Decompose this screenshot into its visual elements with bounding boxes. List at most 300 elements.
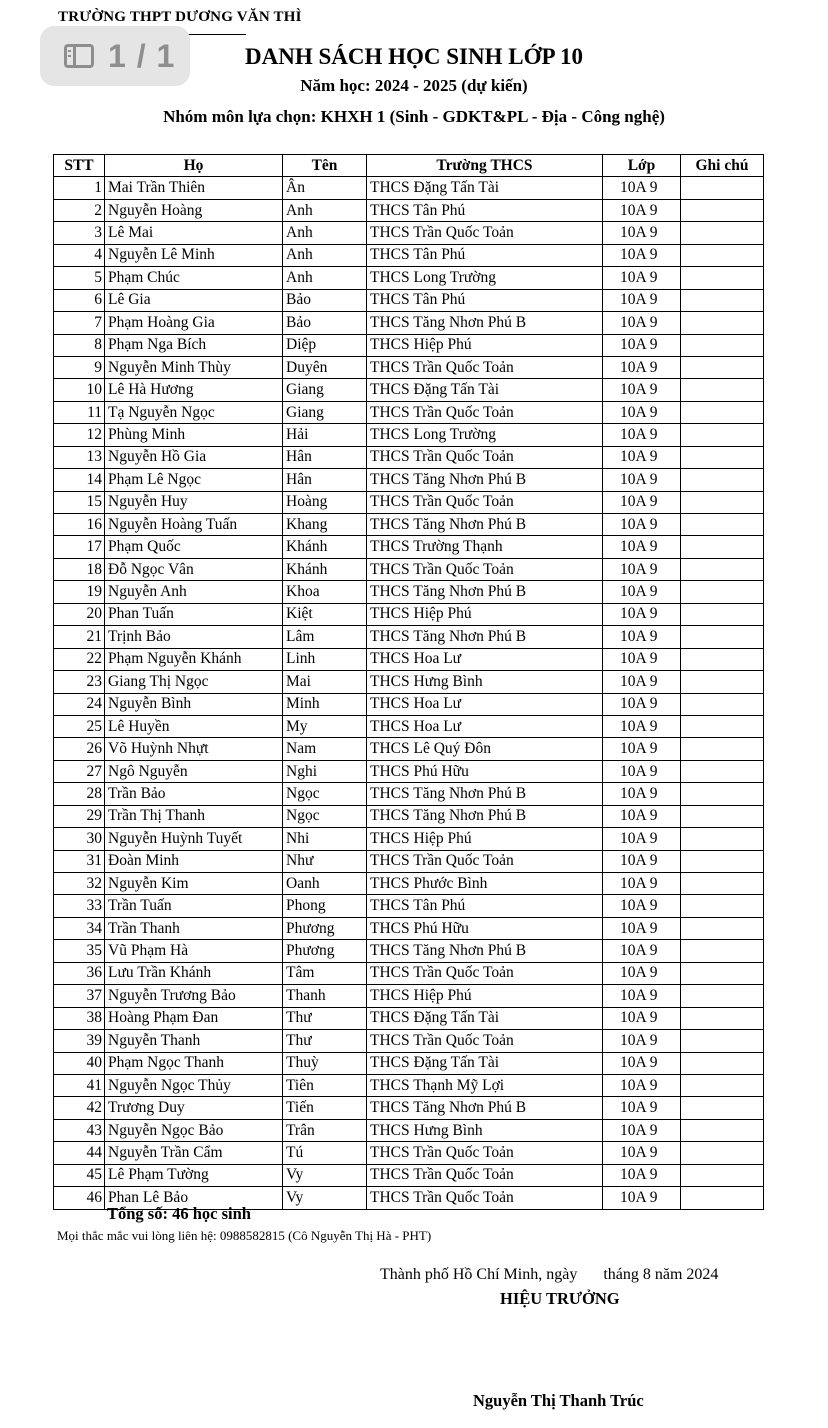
table-row xyxy=(54,1097,764,1119)
cell-ten: Hoàng xyxy=(283,491,367,513)
table-row xyxy=(54,850,764,872)
cell-truong: THCS Tân Phú xyxy=(367,244,603,266)
cell-truong: THCS Tăng Nhơn Phú B xyxy=(367,783,603,805)
cell-truong: THCS Lê Quý Đôn xyxy=(367,738,603,760)
col-header-ten: Tên xyxy=(283,155,367,177)
page-number: 1 / 1 xyxy=(108,37,176,74)
school-year: Năm học: 2024 - 2025 (dự kiến) xyxy=(300,76,528,95)
table-row xyxy=(54,312,764,334)
col-header-truong: Trường THCS xyxy=(367,155,603,177)
cell-ten: Phương xyxy=(283,940,367,962)
cell-ten: Hân xyxy=(283,469,367,491)
table-row xyxy=(54,940,764,962)
cell-stt: 46 xyxy=(54,1187,105,1209)
cell-lop: 10A 9 xyxy=(603,379,681,401)
cell-ghichu xyxy=(681,1119,764,1141)
cell-ten: Bảo xyxy=(283,312,367,334)
cell-truong: THCS Trần Quốc Toản xyxy=(367,401,603,423)
cell-ho: Phạm Chúc xyxy=(105,267,283,289)
cell-ho: Nguyễn Minh Thùy xyxy=(105,356,283,378)
cell-ho: Nguyễn Ngọc Bảo xyxy=(105,1119,283,1141)
cell-ho: Nguyễn Trương Bảo xyxy=(105,985,283,1007)
cell-stt: 7 xyxy=(54,312,105,334)
cell-ten: Vy xyxy=(283,1187,367,1209)
cell-ho: Mai Trần Thiên xyxy=(105,177,283,199)
cell-ten: Thư xyxy=(283,1030,367,1052)
document-title: DANH SÁCH HỌC SINH LỚP 10 xyxy=(244,44,583,69)
cell-stt: 19 xyxy=(54,581,105,603)
cell-ten: Phong xyxy=(283,895,367,917)
table-row xyxy=(54,603,764,625)
cell-ten: Nghi xyxy=(283,760,367,782)
table-row xyxy=(54,536,764,558)
cell-truong: THCS Tân Phú xyxy=(367,289,603,311)
cell-lop: 10A 9 xyxy=(603,1164,681,1186)
cell-stt: 42 xyxy=(54,1097,105,1119)
cell-lop: 10A 9 xyxy=(603,199,681,221)
table-row xyxy=(54,1052,764,1074)
table-row xyxy=(54,379,764,401)
contact-note: Mọi thắc mắc vui lòng liên hệ: 0988582815 (Cô Nguyễn Thị Hà - PHT) xyxy=(57,1228,432,1243)
table-row xyxy=(54,1164,764,1186)
cell-stt: 4 xyxy=(54,244,105,266)
cell-stt: 31 xyxy=(54,850,105,872)
cell-stt: 1 xyxy=(54,177,105,199)
cell-stt: 26 xyxy=(54,738,105,760)
cell-ho: Trịnh Bảo xyxy=(105,626,283,648)
table-row xyxy=(54,469,764,491)
cell-ho: Nguyễn Lê Minh xyxy=(105,244,283,266)
cell-truong: THCS Hưng Bình xyxy=(367,1119,603,1141)
cell-truong: THCS Phước Bình xyxy=(367,873,603,895)
cell-ten: Bảo xyxy=(283,289,367,311)
table-row xyxy=(54,514,764,536)
cell-ho: Trần Thanh xyxy=(105,917,283,939)
cell-ten: Anh xyxy=(283,244,367,266)
table-row xyxy=(54,267,764,289)
cell-ho: Nguyễn Ngọc Thủy xyxy=(105,1074,283,1096)
cell-lop: 10A 9 xyxy=(603,424,681,446)
table-row xyxy=(54,805,764,827)
cell-lop: 10A 9 xyxy=(603,356,681,378)
cell-truong: THCS Tăng Nhơn Phú B xyxy=(367,514,603,536)
cell-truong: THCS Tăng Nhơn Phú B xyxy=(367,1097,603,1119)
table-row xyxy=(54,289,764,311)
cell-lop: 10A 9 xyxy=(603,828,681,850)
cell-truong: THCS Hiệp Phú xyxy=(367,985,603,1007)
cell-ho: Lưu Trần Khánh xyxy=(105,962,283,984)
cell-ten: Như xyxy=(283,850,367,872)
cell-stt: 9 xyxy=(54,356,105,378)
cell-truong: THCS Tân Phú xyxy=(367,895,603,917)
signer-role: HIỆU TRƯỞNG xyxy=(500,1289,620,1308)
table-row xyxy=(54,558,764,580)
cell-truong: THCS Long Trường xyxy=(367,267,603,289)
cell-ghichu xyxy=(681,581,764,603)
cell-ten: Minh xyxy=(283,693,367,715)
cell-ten: Ngọc xyxy=(283,783,367,805)
cell-lop: 10A 9 xyxy=(603,312,681,334)
sidebar-panel-icon[interactable] xyxy=(64,44,94,68)
cell-stt: 43 xyxy=(54,1119,105,1141)
cell-lop: 10A 9 xyxy=(603,491,681,513)
table-row xyxy=(54,873,764,895)
cell-lop: 10A 9 xyxy=(603,1097,681,1119)
table-row xyxy=(54,334,764,356)
cell-ho: Lê Mai xyxy=(105,222,283,244)
cell-truong: THCS Tăng Nhơn Phú B xyxy=(367,805,603,827)
cell-lop: 10A 9 xyxy=(603,738,681,760)
cell-ten: Tiên xyxy=(283,1074,367,1096)
cell-stt: 30 xyxy=(54,828,105,850)
col-header-ghichu: Ghi chú xyxy=(681,155,764,177)
total-count: Tổng số: 46 học sinh xyxy=(107,1204,251,1223)
table-row xyxy=(54,244,764,266)
cell-ghichu xyxy=(681,244,764,266)
cell-truong: THCS Tăng Nhơn Phú B xyxy=(367,940,603,962)
cell-lop: 10A 9 xyxy=(603,446,681,468)
table-row xyxy=(54,1030,764,1052)
cell-truong: THCS Trần Quốc Toản xyxy=(367,962,603,984)
cell-ho: Lê Phạm Tường xyxy=(105,1164,283,1186)
table-row xyxy=(54,177,764,199)
cell-ghichu xyxy=(681,895,764,917)
cell-ghichu xyxy=(681,222,764,244)
cell-truong: THCS Đặng Tấn Tài xyxy=(367,177,603,199)
school-name-underline xyxy=(188,34,246,35)
cell-lop: 10A 9 xyxy=(603,805,681,827)
cell-ten: Nam xyxy=(283,738,367,760)
cell-lop: 10A 9 xyxy=(603,985,681,1007)
cell-stt: 12 xyxy=(54,424,105,446)
cell-lop: 10A 9 xyxy=(603,760,681,782)
cell-stt: 29 xyxy=(54,805,105,827)
cell-stt: 33 xyxy=(54,895,105,917)
cell-stt: 14 xyxy=(54,469,105,491)
cell-ho: Nguyễn Hoàng Tuấn xyxy=(105,514,283,536)
cell-lop: 10A 9 xyxy=(603,917,681,939)
cell-stt: 44 xyxy=(54,1142,105,1164)
cell-ten: Hải xyxy=(283,424,367,446)
table-row xyxy=(54,715,764,737)
signer-name: Nguyễn Thị Thanh Trúc xyxy=(473,1391,644,1410)
cell-ten: Diệp xyxy=(283,334,367,356)
cell-truong: THCS Tăng Nhơn Phú B xyxy=(367,469,603,491)
cell-ho: Lê Hà Hương xyxy=(105,379,283,401)
cell-ho: Phan Lê Bảo xyxy=(105,1187,283,1209)
cell-stt: 10 xyxy=(54,379,105,401)
table-row xyxy=(54,828,764,850)
cell-ghichu xyxy=(681,738,764,760)
cell-truong: THCS Tăng Nhơn Phú B xyxy=(367,312,603,334)
table-row xyxy=(54,1007,764,1029)
cell-ghichu xyxy=(681,514,764,536)
cell-lop: 10A 9 xyxy=(603,1030,681,1052)
cell-ghichu xyxy=(681,469,764,491)
cell-stt: 45 xyxy=(54,1164,105,1186)
cell-ghichu xyxy=(681,783,764,805)
cell-ho: Nguyễn Hoàng xyxy=(105,199,283,221)
cell-stt: 23 xyxy=(54,671,105,693)
table-row xyxy=(54,356,764,378)
cell-ho: Lê Gia xyxy=(105,289,283,311)
cell-stt: 25 xyxy=(54,715,105,737)
cell-ten: Tiến xyxy=(283,1097,367,1119)
cell-ghichu xyxy=(681,1074,764,1096)
cell-lop: 10A 9 xyxy=(603,401,681,423)
cell-lop: 10A 9 xyxy=(603,177,681,199)
cell-ten: Trân xyxy=(283,1119,367,1141)
col-header-ho: Họ xyxy=(105,155,283,177)
cell-lop: 10A 9 xyxy=(603,940,681,962)
cell-ghichu xyxy=(681,536,764,558)
cell-stt: 18 xyxy=(54,558,105,580)
cell-truong: THCS Hoa Lư xyxy=(367,648,603,670)
cell-ho: Nguyễn Thanh xyxy=(105,1030,283,1052)
student-table xyxy=(53,154,764,1210)
cell-ten: Ngọc xyxy=(283,805,367,827)
cell-ghichu xyxy=(681,446,764,468)
cell-ho: Nguyễn Trần Cẩm xyxy=(105,1142,283,1164)
cell-truong: THCS Tân Phú xyxy=(367,199,603,221)
cell-lop: 10A 9 xyxy=(603,783,681,805)
cell-truong: THCS Hiệp Phú xyxy=(367,603,603,625)
table-row xyxy=(54,1142,764,1164)
cell-stt: 38 xyxy=(54,1007,105,1029)
cell-stt: 37 xyxy=(54,985,105,1007)
table-row xyxy=(54,222,764,244)
cell-truong: THCS Trần Quốc Toản xyxy=(367,1187,603,1209)
cell-truong: THCS Trần Quốc Toản xyxy=(367,558,603,580)
cell-stt: 20 xyxy=(54,603,105,625)
cell-ghichu xyxy=(681,199,764,221)
cell-ghichu xyxy=(681,648,764,670)
cell-lop: 10A 9 xyxy=(603,1119,681,1141)
table-row xyxy=(54,671,764,693)
table-row xyxy=(54,1119,764,1141)
cell-stt: 15 xyxy=(54,491,105,513)
cell-ho: Ngô Nguyễn xyxy=(105,760,283,782)
cell-stt: 3 xyxy=(54,222,105,244)
cell-lop: 10A 9 xyxy=(603,334,681,356)
page-indicator[interactable] xyxy=(40,26,190,86)
cell-ho: Phạm Nga Bích xyxy=(105,334,283,356)
cell-truong: THCS Trần Quốc Toản xyxy=(367,222,603,244)
cell-ghichu xyxy=(681,985,764,1007)
cell-truong: THCS Tăng Nhơn Phú B xyxy=(367,581,603,603)
cell-truong: THCS Trần Quốc Toản xyxy=(367,1142,603,1164)
cell-ten: Linh xyxy=(283,648,367,670)
cell-ghichu xyxy=(681,1030,764,1052)
cell-stt: 32 xyxy=(54,873,105,895)
cell-ghichu xyxy=(681,491,764,513)
cell-ho: Võ Huỳnh Nhựt xyxy=(105,738,283,760)
cell-lop: 10A 9 xyxy=(603,514,681,536)
cell-truong: THCS Trần Quốc Toản xyxy=(367,1030,603,1052)
cell-truong: THCS Trường Thạnh xyxy=(367,536,603,558)
cell-truong: THCS Trần Quốc Toản xyxy=(367,1164,603,1186)
cell-ten: Giang xyxy=(283,401,367,423)
cell-ten: Duyên xyxy=(283,356,367,378)
cell-lop: 10A 9 xyxy=(603,536,681,558)
date-city: Thành phố Hồ Chí Minh, ngày xyxy=(380,1266,578,1283)
cell-lop: 10A 9 xyxy=(603,850,681,872)
cell-ghichu xyxy=(681,828,764,850)
cell-stt: 21 xyxy=(54,626,105,648)
cell-truong: THCS Đặng Tấn Tài xyxy=(367,1052,603,1074)
cell-lop: 10A 9 xyxy=(603,1074,681,1096)
cell-stt: 40 xyxy=(54,1052,105,1074)
cell-ten: Khánh xyxy=(283,536,367,558)
cell-ghichu xyxy=(681,873,764,895)
table-row xyxy=(54,783,764,805)
cell-ghichu xyxy=(681,671,764,693)
cell-ten: Anh xyxy=(283,222,367,244)
cell-lop: 10A 9 xyxy=(603,873,681,895)
cell-ho: Phạm Quốc xyxy=(105,536,283,558)
table-row xyxy=(54,446,764,468)
subject-group: Nhóm môn lựa chọn: KHXH 1 (Sinh - GDKT&PL - Địa - Công nghệ) xyxy=(163,107,665,126)
cell-ho: Nguyễn Huy xyxy=(105,491,283,513)
cell-stt: 13 xyxy=(54,446,105,468)
cell-ten: Vy xyxy=(283,1164,367,1186)
cell-stt: 16 xyxy=(54,514,105,536)
date-line xyxy=(380,1266,718,1284)
cell-stt: 17 xyxy=(54,536,105,558)
cell-ho: Nguyễn Kim xyxy=(105,873,283,895)
table-row xyxy=(54,424,764,446)
cell-ten: Thuỳ xyxy=(283,1052,367,1074)
cell-truong: THCS Hoa Lư xyxy=(367,715,603,737)
cell-lop: 10A 9 xyxy=(603,469,681,491)
cell-ten: Nhi xyxy=(283,828,367,850)
cell-ten: Thanh xyxy=(283,985,367,1007)
cell-stt: 28 xyxy=(54,783,105,805)
table-row xyxy=(54,401,764,423)
cell-lop: 10A 9 xyxy=(603,715,681,737)
cell-truong: THCS Hoa Lư xyxy=(367,693,603,715)
cell-lop: 10A 9 xyxy=(603,648,681,670)
table-row xyxy=(54,760,764,782)
cell-ghichu xyxy=(681,401,764,423)
cell-ten: Kiệt xyxy=(283,603,367,625)
cell-ho: Trần Tuấn xyxy=(105,895,283,917)
cell-stt: 22 xyxy=(54,648,105,670)
cell-ghichu xyxy=(681,603,764,625)
cell-ghichu xyxy=(681,805,764,827)
cell-stt: 24 xyxy=(54,693,105,715)
cell-truong: THCS Đặng Tấn Tài xyxy=(367,379,603,401)
cell-ghichu xyxy=(681,1097,764,1119)
cell-ten: Giang xyxy=(283,379,367,401)
cell-stt: 41 xyxy=(54,1074,105,1096)
cell-ho: Phạm Nguyễn Khánh xyxy=(105,648,283,670)
cell-ten: Khoa xyxy=(283,581,367,603)
cell-ghichu xyxy=(681,917,764,939)
cell-truong: THCS Trần Quốc Toản xyxy=(367,491,603,513)
cell-ghichu xyxy=(681,1164,764,1186)
cell-stt: 8 xyxy=(54,334,105,356)
cell-ten: Tâm xyxy=(283,962,367,984)
cell-stt: 6 xyxy=(54,289,105,311)
date-month: tháng 8 năm 2024 xyxy=(603,1266,719,1283)
cell-ho: Phùng Minh xyxy=(105,424,283,446)
cell-ten: Hân xyxy=(283,446,367,468)
cell-lop: 10A 9 xyxy=(603,222,681,244)
cell-truong: THCS Phú Hữu xyxy=(367,917,603,939)
cell-truong: THCS Tăng Nhơn Phú B xyxy=(367,626,603,648)
school-name: TRƯỜNG THPT DƯƠNG VĂN THÌ xyxy=(58,9,302,25)
cell-ten: Mai xyxy=(283,671,367,693)
cell-ho: Nguyễn Bình xyxy=(105,693,283,715)
cell-ghichu xyxy=(681,356,764,378)
cell-ten: Khánh xyxy=(283,558,367,580)
cell-lop: 10A 9 xyxy=(603,1187,681,1209)
cell-ho: Trương Duy xyxy=(105,1097,283,1119)
cell-lop: 10A 9 xyxy=(603,1142,681,1164)
col-header-stt: STT xyxy=(54,155,105,177)
cell-truong: THCS Hiệp Phú xyxy=(367,334,603,356)
cell-ghichu xyxy=(681,715,764,737)
cell-ho: Nguyễn Huỳnh Tuyết xyxy=(105,828,283,850)
cell-ho: Nguyễn Anh xyxy=(105,581,283,603)
cell-lop: 10A 9 xyxy=(603,693,681,715)
table-row xyxy=(54,491,764,513)
cell-truong: THCS Trần Quốc Toản xyxy=(367,850,603,872)
cell-stt: 2 xyxy=(54,199,105,221)
table-row xyxy=(54,693,764,715)
cell-ho: Trần Bảo xyxy=(105,783,283,805)
cell-truong: THCS Hưng Bình xyxy=(367,671,603,693)
cell-ho: Lê Huyền xyxy=(105,715,283,737)
table-row xyxy=(54,1074,764,1096)
cell-lop: 10A 9 xyxy=(603,244,681,266)
cell-ho: Vũ Phạm Hà xyxy=(105,940,283,962)
cell-stt: 39 xyxy=(54,1030,105,1052)
cell-ghichu xyxy=(681,558,764,580)
cell-ten: Thư xyxy=(283,1007,367,1029)
cell-ghichu xyxy=(681,177,764,199)
cell-stt: 11 xyxy=(54,401,105,423)
table-row xyxy=(54,199,764,221)
cell-stt: 35 xyxy=(54,940,105,962)
cell-ghichu xyxy=(681,379,764,401)
cell-stt: 5 xyxy=(54,267,105,289)
table-row xyxy=(54,626,764,648)
cell-lop: 10A 9 xyxy=(603,289,681,311)
cell-ho: Giang Thị Ngọc xyxy=(105,671,283,693)
cell-ho: Đoàn Minh xyxy=(105,850,283,872)
table-row xyxy=(54,581,764,603)
cell-ghichu xyxy=(681,334,764,356)
table-row xyxy=(54,985,764,1007)
cell-lop: 10A 9 xyxy=(603,671,681,693)
cell-ten: Anh xyxy=(283,199,367,221)
cell-ho: Phạm Hoàng Gia xyxy=(105,312,283,334)
cell-stt: 34 xyxy=(54,917,105,939)
cell-ten: Ân xyxy=(283,177,367,199)
cell-ghichu xyxy=(681,1187,764,1209)
cell-lop: 10A 9 xyxy=(603,267,681,289)
cell-ghichu xyxy=(681,850,764,872)
cell-ten: Khang xyxy=(283,514,367,536)
cell-truong: THCS Trần Quốc Toản xyxy=(367,446,603,468)
cell-ho: Trần Thị Thanh xyxy=(105,805,283,827)
cell-ho: Phan Tuấn xyxy=(105,603,283,625)
cell-ten: Phương xyxy=(283,917,367,939)
table-header-row xyxy=(54,155,764,177)
cell-lop: 10A 9 xyxy=(603,1007,681,1029)
